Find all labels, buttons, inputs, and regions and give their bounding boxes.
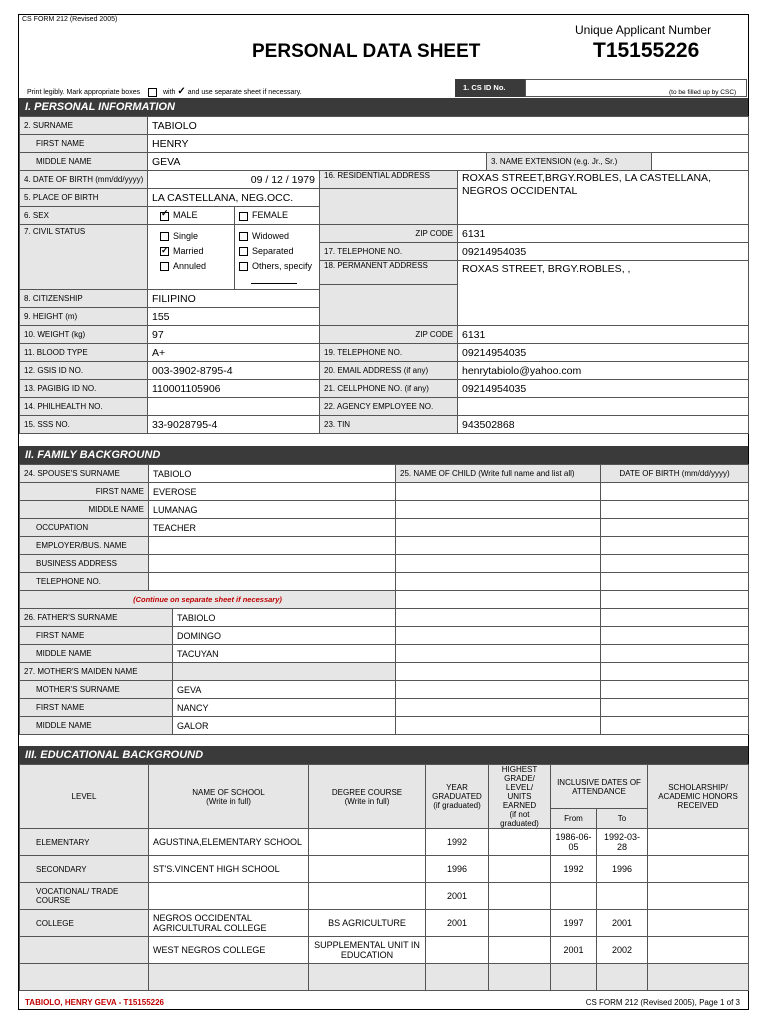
spouse-middle-field[interactable]: LUMANAG bbox=[149, 501, 396, 519]
surname-field[interactable]: TABIOLO bbox=[148, 117, 749, 135]
child-dob-field[interactable] bbox=[601, 483, 749, 501]
telephone17-field[interactable]: 09214954035 bbox=[458, 243, 749, 261]
mother-surname-field[interactable]: GEVA bbox=[173, 681, 396, 699]
father-first-label: FIRST NAME bbox=[20, 627, 173, 645]
checkbox-checked-icon bbox=[160, 247, 169, 256]
first-name-label: FIRST NAME bbox=[20, 135, 148, 153]
child-dob-label: DATE OF BIRTH (mm/dd/yyyy) bbox=[601, 465, 749, 483]
gsis-field[interactable]: 003-3902-8795-4 bbox=[148, 362, 320, 380]
height-label: 9. HEIGHT (m) bbox=[20, 308, 148, 326]
single-text: Single bbox=[173, 231, 199, 241]
edu-blank bbox=[597, 964, 648, 991]
personal-info-table bbox=[19, 116, 749, 434]
employer-label: EMPLOYER/BUS. NAME bbox=[20, 537, 149, 555]
edu-degree[interactable]: BS AGRICULTURE bbox=[309, 910, 426, 937]
civil-status-label: 7. CIVIL STATUS bbox=[20, 225, 148, 290]
child-name-field[interactable] bbox=[396, 627, 601, 645]
surname-label: 2. SURNAME bbox=[20, 117, 148, 135]
child-dob-field[interactable] bbox=[601, 501, 749, 519]
header-year-sub: (if graduated) bbox=[433, 801, 481, 810]
edu-scholarship[interactable] bbox=[648, 829, 749, 856]
child-name-field[interactable] bbox=[396, 609, 601, 627]
form-page bbox=[18, 14, 749, 1010]
uan-value: T15155226 bbox=[593, 39, 700, 62]
child-dob-field[interactable] bbox=[601, 519, 749, 537]
mother-first-field[interactable]: NANCY bbox=[173, 699, 396, 717]
edu-to[interactable]: 2001 bbox=[597, 910, 648, 937]
email-field[interactable]: henrytabiolo@yahoo.com bbox=[458, 362, 749, 380]
header-degree-text: DEGREE COURSE bbox=[331, 787, 403, 797]
sex-female-option[interactable] bbox=[235, 207, 320, 225]
edu-blank bbox=[648, 964, 749, 991]
pagibig-field[interactable]: 110001105906 bbox=[148, 380, 320, 398]
edu-year[interactable]: 2001 bbox=[426, 910, 489, 937]
height-field[interactable]: 155 bbox=[148, 308, 320, 326]
male-text: MALE bbox=[173, 210, 198, 221]
weight-label: 10. WEIGHT (kg) bbox=[20, 326, 148, 344]
permanent-address-field[interactable]: ROXAS STREET, BRGY.ROBLES, , bbox=[458, 261, 749, 326]
checkbox-icon bbox=[239, 262, 248, 271]
sex-label: 6. SEX bbox=[20, 207, 148, 225]
edu-to[interactable] bbox=[597, 883, 648, 910]
tin-label: 23. TIN bbox=[320, 416, 458, 434]
edu-level: ELEMENTARY bbox=[20, 829, 149, 856]
header-dates: INCLUSIVE DATES OF ATTENDANCE bbox=[551, 765, 648, 809]
child-dob-field[interactable] bbox=[601, 555, 749, 573]
child-name-field[interactable] bbox=[396, 519, 601, 537]
civil-status-col2[interactable] bbox=[235, 225, 320, 290]
name-extension-label: 3. NAME EXTENSION (e.g. Jr., Sr.) bbox=[487, 153, 652, 171]
zip-field[interactable]: 6131 bbox=[458, 225, 749, 243]
spouse-surname-label: 24. SPOUSE'S SURNAME bbox=[20, 465, 149, 483]
edu-degree[interactable] bbox=[309, 856, 426, 883]
section-family-background: II. FAMILY BACKGROUND bbox=[19, 446, 748, 464]
edu-level bbox=[20, 937, 149, 964]
mother-first-label: FIRST NAME bbox=[20, 699, 173, 717]
spouse-middle-label: MIDDLE NAME bbox=[20, 501, 149, 519]
mother-middle-field[interactable]: GALOR bbox=[173, 717, 396, 735]
child-name-field[interactable] bbox=[396, 645, 601, 663]
mother-surname-label: MOTHER'S SURNAME bbox=[20, 681, 173, 699]
header-degree bbox=[309, 765, 426, 829]
child-dob-field[interactable] bbox=[601, 699, 749, 717]
edu-from[interactable]: 1997 bbox=[551, 910, 597, 937]
sss-label: 15. SSS NO. bbox=[20, 416, 148, 434]
residential-address-line2: NEGROS OCCIDENTAL bbox=[462, 185, 578, 197]
child-dob-field[interactable] bbox=[601, 645, 749, 663]
instruction-text: Print legibly. Mark appropriate boxes bbox=[27, 89, 141, 96]
dob-field[interactable]: 09 / 12 / 1979 bbox=[148, 171, 320, 189]
philhealth-label: 14. PHILHEALTH NO. bbox=[20, 398, 148, 416]
pob-label: 5. PLACE OF BIRTH bbox=[20, 189, 148, 207]
edu-level: VOCATIONAL/ TRADE COURSE bbox=[20, 883, 149, 910]
edu-to[interactable]: 2002 bbox=[597, 937, 648, 964]
edu-year[interactable]: 2001 bbox=[426, 883, 489, 910]
page-title: PERSONAL DATA SHEET bbox=[252, 41, 481, 62]
middle-name-field[interactable]: GEVA bbox=[148, 153, 487, 171]
footer-page-number: CS FORM 212 (Revised 2005), Page 1 of 3 bbox=[585, 998, 740, 1007]
edu-scholarship[interactable] bbox=[648, 937, 749, 964]
edu-to[interactable]: 1996 bbox=[597, 856, 648, 883]
child-dob-field[interactable] bbox=[601, 609, 749, 627]
business-address-field[interactable] bbox=[149, 555, 396, 573]
agency-employee-label: 22. AGENCY EMPLOYEE NO. bbox=[320, 398, 458, 416]
child-name-field[interactable] bbox=[396, 663, 601, 681]
edu-from[interactable]: 1992 bbox=[551, 856, 597, 883]
citizenship-field[interactable]: FILIPINO bbox=[148, 290, 320, 308]
child-name-field[interactable] bbox=[396, 573, 601, 591]
header-level: LEVEL bbox=[20, 765, 149, 829]
employer-field[interactable] bbox=[149, 537, 396, 555]
checkbox-icon bbox=[160, 262, 169, 271]
checkbox-icon bbox=[160, 232, 169, 241]
cs-id-note: (to be filled up by CSC) bbox=[669, 89, 737, 96]
email-label: 20. EMAIL ADDRESS (if any) bbox=[320, 362, 458, 380]
spouse-telephone-field[interactable] bbox=[149, 573, 396, 591]
residential-address-blank bbox=[320, 189, 458, 225]
child-dob-field[interactable] bbox=[601, 681, 749, 699]
permanent-address-blank bbox=[320, 284, 458, 326]
header-highest bbox=[489, 765, 551, 829]
section-personal-information: I. PERSONAL INFORMATION bbox=[19, 98, 748, 116]
middle-name-label: MIDDLE NAME bbox=[20, 153, 148, 171]
edu-from[interactable] bbox=[551, 883, 597, 910]
header-to: To bbox=[597, 809, 648, 829]
edu-level: SECONDARY bbox=[20, 856, 149, 883]
education-table bbox=[19, 764, 749, 991]
edu-level bbox=[20, 964, 149, 991]
header-school bbox=[149, 765, 309, 829]
edu-degree[interactable] bbox=[309, 829, 426, 856]
zip2-label: ZIP CODE bbox=[320, 326, 458, 344]
others-specify-line bbox=[251, 283, 297, 284]
checkbox-icon bbox=[148, 88, 157, 97]
pob-field[interactable]: LA CASTELLANA, NEG.OCC. bbox=[148, 189, 320, 207]
spouse-first-label: FIRST NAME bbox=[20, 483, 149, 501]
edu-highest[interactable] bbox=[489, 937, 551, 964]
father-surname-field[interactable]: TABIOLO bbox=[173, 609, 396, 627]
edu-level: COLLEGE bbox=[20, 910, 149, 937]
occupation-field[interactable]: TEACHER bbox=[149, 519, 396, 537]
gsis-label: 12. GSIS ID NO. bbox=[20, 362, 148, 380]
child-name-field[interactable] bbox=[396, 699, 601, 717]
header-year-text: YEAR GRADUATED bbox=[432, 783, 482, 801]
child-name-field[interactable] bbox=[396, 681, 601, 699]
child-name-field[interactable] bbox=[396, 555, 601, 573]
checkbox-checked-icon bbox=[160, 212, 169, 221]
permanent-address-label: 18. PERMANENT ADDRESS bbox=[320, 261, 458, 285]
footer-applicant-name: TABIOLO, HENRY GEVA - T15155226 bbox=[25, 998, 165, 1007]
child-name-field[interactable] bbox=[396, 483, 601, 501]
child-name-field[interactable] bbox=[396, 591, 601, 609]
edu-highest[interactable] bbox=[489, 883, 551, 910]
child-name-field[interactable] bbox=[396, 501, 601, 519]
cs-id-label: 1. CS ID No. bbox=[455, 79, 525, 97]
child-name-field[interactable] bbox=[396, 717, 601, 735]
father-first-field[interactable]: DOMINGO bbox=[173, 627, 396, 645]
edu-degree[interactable]: SUPPLEMENTAL UNIT IN EDUCATION bbox=[309, 937, 426, 964]
telephone19-label: 19. TELEPHONE NO. bbox=[320, 344, 458, 362]
citizenship-label: 8. CITIZENSHIP bbox=[20, 290, 148, 308]
civil-status-col1[interactable] bbox=[148, 225, 235, 290]
sex-male-option[interactable] bbox=[148, 207, 235, 225]
child-dob-field[interactable] bbox=[601, 663, 749, 681]
zip2-field[interactable]: 6131 bbox=[458, 326, 749, 344]
residential-address-field[interactable] bbox=[458, 171, 749, 225]
edu-blank bbox=[149, 964, 309, 991]
telephone19-field[interactable]: 09214954035 bbox=[458, 344, 749, 362]
philhealth-field[interactable] bbox=[148, 398, 320, 416]
edu-school[interactable]: WEST NEGROS COLLEGE bbox=[149, 937, 309, 964]
edu-scholarship[interactable] bbox=[648, 910, 749, 937]
father-middle-label: MIDDLE NAME bbox=[20, 645, 173, 663]
child-dob-field[interactable] bbox=[601, 591, 749, 609]
header-year bbox=[426, 765, 489, 829]
blood-type-label: 11. BLOOD TYPE bbox=[20, 344, 148, 362]
section-educational-background: III. EDUCATIONAL BACKGROUND bbox=[19, 746, 748, 764]
edu-blank bbox=[426, 964, 489, 991]
name-extension-field[interactable] bbox=[652, 153, 749, 171]
occupation-label: OCCUPATION bbox=[20, 519, 149, 537]
married-text: Married bbox=[173, 246, 204, 256]
child-dob-field[interactable] bbox=[601, 627, 749, 645]
edu-year[interactable]: 1996 bbox=[426, 856, 489, 883]
child-dob-field[interactable] bbox=[601, 537, 749, 555]
checkbox-icon bbox=[239, 232, 248, 241]
mother-middle-label: MIDDLE NAME bbox=[20, 717, 173, 735]
father-middle-field[interactable]: TACUYAN bbox=[173, 645, 396, 663]
edu-year[interactable]: 1992 bbox=[426, 829, 489, 856]
spouse-telephone-label: TELEPHONE NO. bbox=[20, 573, 149, 591]
agency-employee-field[interactable] bbox=[458, 398, 749, 416]
edu-highest[interactable] bbox=[489, 910, 551, 937]
edu-school[interactable] bbox=[149, 883, 309, 910]
annuled-text: Annuled bbox=[173, 261, 207, 271]
tin-field[interactable]: 943502868 bbox=[458, 416, 749, 434]
header-scholarship: SCHOLARSHIP/ ACADEMIC HONORS RECEIVED bbox=[648, 765, 749, 829]
spouse-first-field[interactable]: EVEROSE bbox=[149, 483, 396, 501]
child-name-label: 25. NAME OF CHILD (Write full name and list all) bbox=[396, 465, 601, 483]
form-code: CS FORM 212 (Revised 2005) bbox=[22, 16, 118, 23]
first-name-field[interactable]: HENRY bbox=[148, 135, 749, 153]
weight-field[interactable]: 97 bbox=[148, 326, 320, 344]
instructions bbox=[27, 86, 302, 97]
checkbox-icon bbox=[239, 212, 248, 221]
continue-note: (Continue on separate sheet if necessary) bbox=[20, 591, 396, 609]
pagibig-label: 13. PAGIBIG ID NO. bbox=[20, 380, 148, 398]
edu-school[interactable]: AGUSTINA,ELEMENTARY SCHOOL bbox=[149, 829, 309, 856]
header-school-sub: (Write in full) bbox=[206, 796, 251, 806]
header-from: From bbox=[551, 809, 597, 829]
instruction-text-with: with bbox=[163, 89, 176, 96]
sss-field[interactable]: 33-9028795-4 bbox=[148, 416, 320, 434]
father-surname-label: 26. FATHER'S SURNAME bbox=[20, 609, 173, 627]
header-highest-text: HIGHEST GRADE/ LEVEL/ UNITS EARNED bbox=[501, 765, 538, 810]
edu-highest[interactable] bbox=[489, 856, 551, 883]
child-dob-field[interactable] bbox=[601, 573, 749, 591]
edu-school[interactable]: NEGROS OCCIDENTAL AGRICULTURAL COLLEGE bbox=[149, 910, 309, 937]
cellphone-field[interactable]: 09214954035 bbox=[458, 380, 749, 398]
edu-school[interactable]: ST'S.VINCENT HIGH SCHOOL bbox=[149, 856, 309, 883]
spouse-surname-field[interactable]: TABIOLO bbox=[149, 465, 396, 483]
checkmark-icon: ✓ bbox=[177, 86, 186, 97]
residential-address-line1: ROXAS STREET,BRGY.ROBLES, LA CASTELLANA, bbox=[462, 172, 711, 184]
child-name-field[interactable] bbox=[396, 537, 601, 555]
mother-maiden-blank bbox=[173, 663, 396, 681]
family-background-table bbox=[19, 464, 749, 735]
others-text: Others, specify bbox=[252, 261, 313, 271]
child-dob-field[interactable] bbox=[601, 717, 749, 735]
edu-from[interactable]: 1986-06-05 bbox=[551, 829, 597, 856]
mother-maiden-label: 27. MOTHER'S MAIDEN NAME bbox=[20, 663, 173, 681]
edu-highest[interactable] bbox=[489, 829, 551, 856]
widowed-text: Widowed bbox=[252, 231, 290, 241]
edu-from[interactable]: 2001 bbox=[551, 937, 597, 964]
zip-label: ZIP CODE bbox=[320, 225, 458, 243]
edu-blank bbox=[309, 964, 426, 991]
edu-scholarship[interactable] bbox=[648, 883, 749, 910]
edu-blank bbox=[489, 964, 551, 991]
header-highest-sub: (if not graduated) bbox=[500, 810, 539, 828]
instruction-text-end: and use separate sheet if necessary. bbox=[187, 89, 302, 96]
dob-label: 4. DATE OF BIRTH (mm/dd/yyyy) bbox=[20, 171, 148, 189]
business-address-label: BUSINESS ADDRESS bbox=[20, 555, 149, 573]
telephone17-label: 17. TELEPHONE NO. bbox=[320, 243, 458, 261]
header-degree-sub: (Write in full) bbox=[344, 796, 390, 806]
edu-degree[interactable] bbox=[309, 883, 426, 910]
residential-address-label: 16. RESIDENTIAL ADDRESS bbox=[320, 171, 458, 189]
separated-text: Separated bbox=[252, 246, 294, 256]
uan-label: Unique Applicant Number bbox=[575, 23, 712, 37]
edu-to[interactable]: 1992-03-28 bbox=[597, 829, 648, 856]
edu-year[interactable] bbox=[426, 937, 489, 964]
blood-type-field[interactable]: A+ bbox=[148, 344, 320, 362]
female-text: FEMALE bbox=[252, 210, 289, 221]
edu-scholarship[interactable] bbox=[648, 856, 749, 883]
checkbox-icon bbox=[239, 247, 248, 256]
cellphone-label: 21. CELLPHONE NO. (if any) bbox=[320, 380, 458, 398]
edu-blank bbox=[551, 964, 597, 991]
header-school-text: NAME OF SCHOOL bbox=[192, 787, 265, 797]
